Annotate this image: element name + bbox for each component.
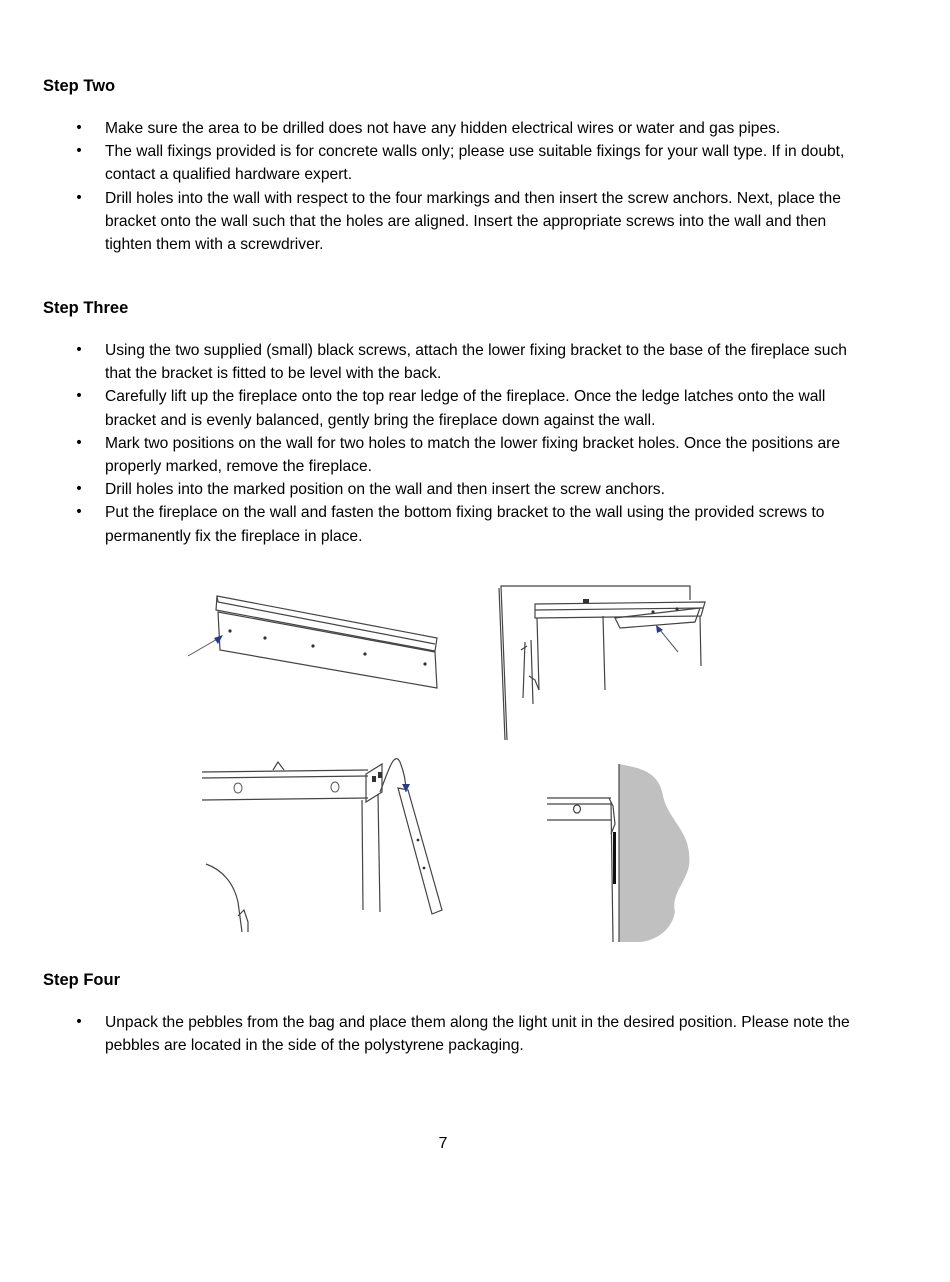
list-item-text: Put the fireplace on the wall and fasten the bottom fixing bracket to the wall using the provided screws to permanently fix the fireplace in place. xyxy=(105,504,825,545)
list-item-text: Using the two supplied (small) black screws, attach the lower fixing bracket to the base of the fireplace such that the bracket is fitted to be level with the back. xyxy=(105,342,847,383)
bullet: • xyxy=(74,189,84,206)
list-item-text: Mark two positions on the wall for two holes to match the lower fixing bracket holes. Once the positions are properly marked, remove the fireplace. xyxy=(105,434,841,476)
list-item-text: Make sure the area to be drilled does not have any hidden electrical wires or water and gas pipes. xyxy=(105,120,781,137)
list-item xyxy=(0,385,950,431)
wall-bracket-illustration xyxy=(185,588,445,693)
bullet: • xyxy=(74,143,84,160)
lower-fixing-bracket-illustration xyxy=(198,752,448,942)
list-item xyxy=(0,1011,950,1057)
step-two-list xyxy=(0,117,950,256)
bullet: • xyxy=(74,434,84,451)
step-three-list xyxy=(0,339,950,548)
step-four-heading: Step Four xyxy=(43,971,120,989)
bullet: • xyxy=(74,388,84,405)
list-item xyxy=(0,432,950,478)
step-four-list xyxy=(0,1011,950,1057)
list-item-text: The wall fixings provided is for concrete walls only; please use suitable fixings for your wall type. If in doubt, contact a qualified hardware expert. xyxy=(105,143,845,184)
list-item-text: Unpack the pebbles from the bag and place them along the light unit in the desired position. Please note the pebbles are located in the side of the polystyrene packaging. xyxy=(105,1014,850,1055)
list-item xyxy=(0,501,950,547)
bullet: • xyxy=(74,342,84,358)
bullet: • xyxy=(74,120,84,136)
bullet: • xyxy=(74,504,84,521)
fireplace-on-bracket-illustration xyxy=(495,580,715,745)
list-item-text: Carefully lift up the fireplace onto the top rear ledge of the fireplace. Once the ledge latches onto the wall bracket and is evenly balanced, gently bring the fireplace down against the wall. xyxy=(105,388,826,429)
bullet: • xyxy=(74,481,84,498)
list-item-text: Drill holes into the wall with respect to the four markings and then insert the screw anchors. Next, place the bracket onto the wall such that the holes are aligned. Insert the appropriate screws into the wall and then tighten them with a screwdriver. xyxy=(105,189,841,254)
list-item xyxy=(0,187,950,257)
list-item xyxy=(0,339,950,385)
list-item-text: Drill holes into the marked position on the wall and then insert the screw anchors. xyxy=(105,481,665,499)
list-item xyxy=(0,140,950,186)
list-item xyxy=(0,478,950,501)
side-view-wall-illustration xyxy=(545,762,695,944)
page-number: 7 xyxy=(438,1135,448,1152)
bullet: • xyxy=(74,1014,84,1030)
list-item xyxy=(0,117,950,140)
step-three-heading: Step Three xyxy=(43,299,129,317)
step-two-heading: Step Two xyxy=(43,77,116,95)
